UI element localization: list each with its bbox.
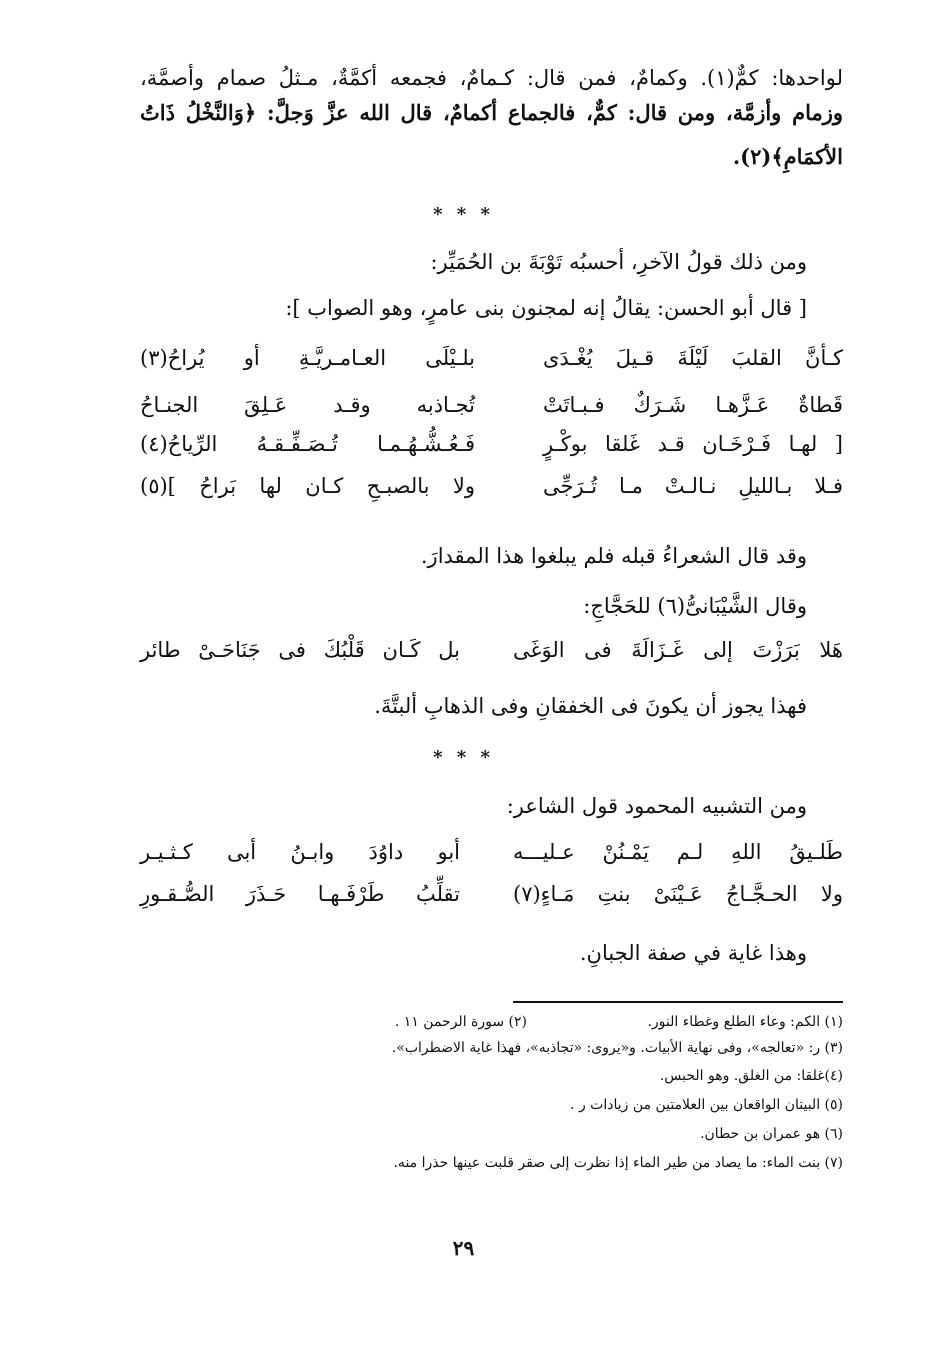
- footnote-5: (٥) البيتان الواقعان بين العلامتين من زيادات ر .: [570, 1097, 843, 1113]
- intro-5: ومن التشبيه المحمود قول الشاعر:: [506, 794, 807, 818]
- paragraph-line-2: وزمام وأزمَّة، ومن قال: كمٌّ، فالجماع أكمامٌ، قال الله عزَّ وَجلَّ: ﴿وَالنَّخْلُ ذَاتُ: [140, 100, 843, 125]
- paragraph-3-line-1: وقد قال الشعراءُ قبله فلم يبلغوا هذا المقدارَ.: [420, 544, 807, 568]
- footnote-2: (٢) سورة الرحمن ١١ .: [394, 1014, 527, 1030]
- paragraph-4: فهذا يجوز أن يكونَ فى الخفقانِ وفى الذهابِ ألبتَّةَ.: [374, 694, 807, 718]
- verse-first-hemistich: [ لهـا فَـرْخَـان قـد غَلقا بوكْـرٍ: [543, 432, 843, 456]
- footnote-7: (٧) بنت الماء: ما يصاد من طير الماء إذا نظرت إلى صقر قلبت عينها حذرا منه.: [393, 1155, 843, 1171]
- verse-first-hemistich: طَلـيقُ اللهِ لـم يَمْـنُنْ عـليـــه: [513, 840, 843, 864]
- paragraph-6: وهذا غاية في صفة الجبانِ.: [579, 941, 807, 965]
- poem-verse: [140, 389, 843, 421]
- poem-verse: [140, 342, 843, 374]
- footnote-divider: [513, 1001, 843, 1003]
- verse-second-hemistich: أبو داوُدَ وابـنُ أبى كـثـيـر: [140, 840, 460, 864]
- poem-verse: [140, 878, 843, 910]
- verse-second-hemistich: تقلِّبُ طَرْفَـهـا حَـذَرَ الصُّـقـورِ: [140, 882, 460, 906]
- verse-second-hemistich: بل كَـان قَلْبُكَ فى جَنَاحَـىْ طائر: [140, 638, 460, 662]
- section-separator: * * *: [433, 747, 494, 768]
- paragraph-line-1: لواحدها: كمٌّ(١). وكمامٌ، فمن قال: كـمامٌ، فجمعه أكمَّةٌ، مـثلُ صمام وأصمَّة،: [140, 66, 843, 90]
- intro-line-1: ومن ذلك قولُ الآخرِ، أحسبُه تَوْبَةَ بن الحُمَيِّر:: [430, 250, 807, 274]
- poem-verse: [140, 470, 843, 502]
- verse-second-hemistich: ولا بالصبـحِ كـان لها بَراحُ ](٥): [140, 474, 475, 498]
- verse-first-hemistich: قَطاةٌ عَـزَّهـا شَـرَكٌ فـبـاتَتْ: [543, 393, 843, 417]
- verse-second-hemistich: بلـيْلَى العـامـريَّـةِ أو يُراحُ(٣): [140, 346, 475, 370]
- verse-second-hemistich: فَـعُـشُّـهُـمـا تُـصَـفِّـقـهُ الرِّياحُ(٤): [140, 432, 475, 456]
- footnote-1: (١) الكم: وعاء الطلع وغطاء النور.: [647, 1014, 843, 1030]
- page-number: ٢٩: [452, 1236, 475, 1260]
- verse-first-hemistich: ولا الحـجَّـاجُ عَـيْنَىْ بنتِ مَـاءٍ(٧): [513, 882, 843, 906]
- footnote-3: (٣) ر: «تعالجه»، وفى نهاية الأبيات. و«يروى: «تجاذبه»، فهذا غاية الاضطراب».: [391, 1040, 843, 1056]
- paragraph-line-3: الأكمَامِ﴾(٢).: [732, 144, 843, 169]
- footnote-6: (٦) هو عمران بن حطان.: [700, 1126, 843, 1142]
- paragraph-3-line-2: وقال الشَّيْبَانىُّ(٦) للحَجَّاجِ:: [583, 594, 807, 618]
- verse-first-hemistich: هَلا بَرَزْتَ إلى غَـزَالَةَ فى الوَغَى: [513, 638, 843, 662]
- poem-verse: [140, 836, 843, 868]
- section-separator: * * *: [433, 204, 494, 225]
- single-verse: [140, 634, 843, 666]
- footnote-4: (٤)غلقا: من الغلق. وهو الحبس.: [659, 1068, 843, 1084]
- verse-first-hemistich: كـأنَّ القلبَ لَيْلَةَ قـيلَ يُغْـدَى: [543, 346, 843, 370]
- verse-second-hemistich: تُجـاذبه وقـد عَـلِقَ الجنـاحُ: [140, 393, 475, 417]
- verse-first-hemistich: فـلا بـالليلِ نـالـتْ مـا تُـرَجِّى: [543, 474, 843, 498]
- intro-line-2: [ قال أبو الحسن: يقالُ إنه لمجنون بنى عامرٍ، وهو الصواب ]:: [285, 296, 807, 320]
- poem-verse: [140, 428, 843, 460]
